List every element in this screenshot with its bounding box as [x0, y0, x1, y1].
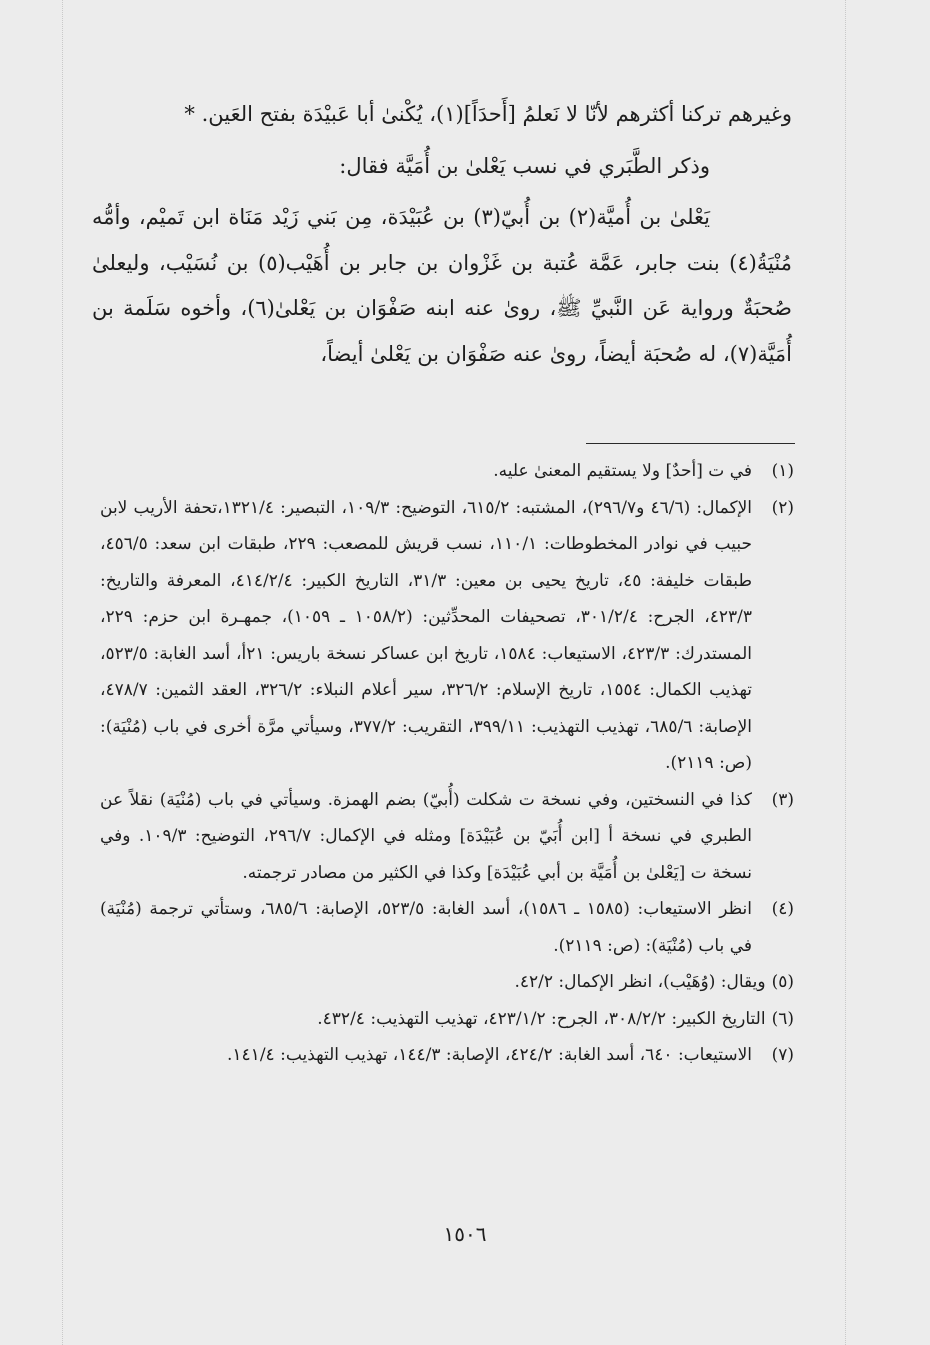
scan-artifact-line [62, 0, 63, 1345]
footnote-text: انظر الاستيعاب: (١٥٨٥ ـ ١٥٨٦)، أسد الغابة: ٥٢٣/٥، الإصابة: ٦٨٥/٦، وستأتي ترجمة (مُنْيَة) في باب (مُنْيَة): (ص: ٢١١٩). [100, 899, 752, 956]
main-text [92, 92, 792, 377]
footnote-number: (٣) [771, 789, 794, 810]
footnote-text: الاستيعاب: ٦٤٠، أسد الغابة: ٤٢٤/٢، الإصابة: ١٤٤/٣، تهذيب التهذيب: ١٤١/٤. [227, 1045, 752, 1065]
footnote [100, 891, 794, 964]
page-number: ١٥٠٦ [443, 1222, 487, 1246]
footnote [100, 964, 794, 1001]
footnote-number: (٧) [771, 1045, 794, 1065]
footnote-text: الإكمال: (٤٦/٦ و٢٩٦/٧)، المشتبه: ٦١٥/٢، التوضيح: ١٠٩/٣، التبصير: ١٣٢١/٤،تحفة الأريب لابن حبيب في نوادر المخطوطات: ١١٠/١، نسب قريش للمصعب: ٢٢٩، طبقات ابن سعد: ٤٥٦/٥، طبقات خليفة: ٤٥، تاريخ يحيى بن معين: ٣١/٣، التاريخ الكبير: ٤١٤/٢/٤، المعرفة والتاريخ: ٤٢٣/٣، الجرح: ٣٠١/٢/٤، تصحيفات المحدِّثين: (١٠٥٨/٢ ـ ١٠٥٩)، جمهـرة ابن حزم: ٢٢٩، المستدرك: ٤٢٣/٣، الاستيعاب: ١٥٨٤، تاريخ ابن عساكر نسخة باريس: ٢١أ، أسد الغابة: ٥٢٣/٥، تهذيب الكمال: ١٥٥٤، تاريخ الإسلام: ٣٢٦/٢، سير أعلام النبلاء: ٣٢٦/٢، العقد الثمين: ٤٧٨/٧، الإصابة: ٦٨٥/٦، تهذيب التهذيب: ٣٩٩/١١، التقريب: ٣٧٧/٢، وسيأتي مرَّة أخرى في باب (مُنْيَة):(ص: ٢١١٩). [100, 497, 753, 773]
footnote [100, 1037, 794, 1074]
footnote [100, 782, 794, 892]
footnote-text: كذا في النسختين، وفي نسخة ت شكلت (أُبيّ) بضم الهمزة. وسيأتي في باب (مُنْيَة) نقلاً عن الطبري في نسخة أ [ابن أُبَيّ بن عُبَيْدَة] ومثله في الإكمال: ٢٩٦/٧، التوضيح: ١٠٩/٣. وفي نسخة ت [يَعْلىٰ بن أُمَيَّة بن أبي عُبَيْدَة] وكذا في الكثير من مصادر ترجمته. [100, 789, 752, 883]
footnote [100, 453, 794, 490]
paragraph: وغيرهم تركنا أكثرهم لأنّا لا نَعلمُ [أَحدَاً](١)، يُكْنىٰ أبا عَبيْدَة بفتح العَين. * [184, 102, 792, 126]
scan-artifact-line [845, 0, 846, 1345]
footnotes [100, 453, 794, 1074]
footnote-number: (٥) [771, 972, 794, 992]
footnote-text: التاريخ الكبير: ٣٠٨/٢/٢، الجرح: ٤٢٣/١/٢، تهذيب التهذيب: ٤٣٢/٤. [317, 1008, 766, 1029]
paragraph: وذكر الطَّبَري في نسب يَعْلىٰ بن أُمَيَّة فقال: [339, 153, 710, 178]
paragraph: يَعْلىٰ بن أُميَّة(٢) بن أُبيّ(٣) بن عُبَيْدَة، مِن بَني زَيْد مَنَاة ابن تَميْم، وأمُّه مُنْيَةُ(٤) بنت جابر، عَمَّة عُتبة بن غَزْوان بن جابر بن أُهَيْب(٥) بن نُسَيْب، وليعلىٰ صُحبَةٌ ورواية عَن النَّبيِّ ﷺ، روىٰ عنه ابنه صَفْوَان بن يَعْلىٰ(٦)، وأخوه سَلَمة بن أُمَيَّة(٧)، له صُحبَة أيضاً، روىٰ عنه صَفْوَان بن يَعْلىٰ أيضاً، [92, 205, 793, 366]
footnote-text: في ت [أحدٌ] ولا يستقيم المعنىٰ عليه. [493, 461, 752, 481]
footnote-number: (٢) [771, 497, 794, 518]
footnote-number: (٦) [771, 1008, 794, 1029]
footnote-separator [586, 443, 795, 444]
footnote-number: (١) [771, 461, 794, 481]
footnote-number: (٤) [771, 899, 794, 919]
footnote [100, 1001, 794, 1038]
footnote-text: ويقال: (وُهَيْب)، انظر الإكمال: ٤٢/٢. [514, 972, 766, 992]
footnote [100, 490, 794, 782]
